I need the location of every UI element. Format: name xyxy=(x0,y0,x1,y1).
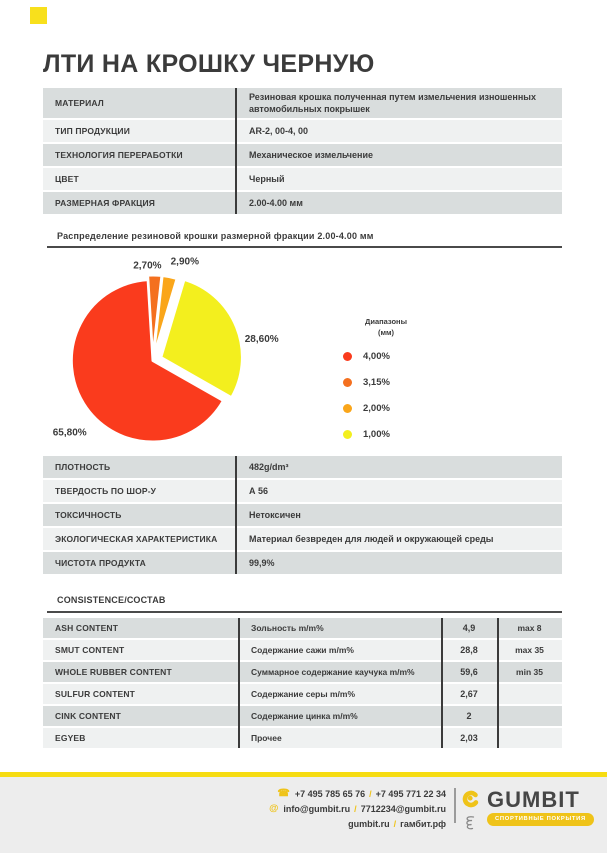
component-name-en: CINK CONTENT xyxy=(55,711,122,721)
properties-table-row xyxy=(43,528,562,550)
page-title: ЛТИ НА КРОШКУ ЧЕРНУЮ xyxy=(43,50,375,78)
composition-table-row xyxy=(43,728,562,748)
properties-table-row xyxy=(43,504,562,526)
email-1: info@gumbit.ru xyxy=(283,803,351,814)
logo-tagline-pill: СПОРТИВНЫЕ ПОКРЫТИЯ xyxy=(487,813,594,826)
spec-value: Резиновая крошка полученная путем измельчения изношенных автомобильных покрышек xyxy=(249,92,536,114)
specs-table xyxy=(43,88,562,216)
footer-phones-line xyxy=(269,786,446,801)
email-2: 7712234@gumbit.ru xyxy=(360,803,446,814)
component-name-ru: Прочее xyxy=(251,733,282,743)
property-value: А 56 xyxy=(249,486,269,496)
composition-table-row xyxy=(43,684,562,704)
spec-value: Механическое измельчение xyxy=(249,150,373,160)
pie-slice-percentage-label: 2,70% xyxy=(133,260,162,272)
component-name-en: EGYEB xyxy=(55,733,86,743)
spec-value: AR-2, 00-4, 00 xyxy=(249,126,309,136)
gumbit-logo xyxy=(462,787,594,838)
properties-table-row xyxy=(43,480,562,502)
component-limit: max 8 xyxy=(517,623,542,633)
footer-contact-block xyxy=(269,786,446,831)
phone-icon: ☎ xyxy=(277,788,290,799)
spec-label: ЦВЕТ xyxy=(55,174,79,184)
footer-emails-line xyxy=(269,801,446,816)
component-name-ru: Зольность m/m% xyxy=(251,623,324,633)
property-value: Нетоксичен xyxy=(249,510,301,520)
legend-item-label: 2,00% xyxy=(363,403,390,414)
specs-table-row xyxy=(43,192,562,214)
chart-section-heading: Распределение резиновой крошки размерной фракции 2.00-4.00 мм xyxy=(57,231,374,241)
chart-legend xyxy=(340,316,432,456)
component-name-en: ASH CONTENT xyxy=(55,623,119,633)
spring-icon xyxy=(462,815,477,833)
legend-title-line2: (мм) xyxy=(377,328,395,337)
separator-slash: / xyxy=(354,803,357,814)
legend-title-line1: Диапазоны xyxy=(365,317,407,326)
table-divider-line xyxy=(235,88,237,214)
pie-slice-percentage-label: 2,90% xyxy=(170,256,199,268)
composition-table-row xyxy=(43,706,562,726)
property-value: 99,9% xyxy=(249,558,275,568)
at-icon: @ xyxy=(269,803,279,814)
component-value: 4,9 xyxy=(462,623,476,633)
property-label: ПЛОТНОСТЬ xyxy=(55,462,111,472)
composition-table-row xyxy=(43,662,562,682)
component-name-en: SMUT CONTENT xyxy=(55,645,125,655)
footer-divider-line xyxy=(454,788,456,823)
footer xyxy=(0,777,607,853)
table-divider-line xyxy=(497,618,499,748)
legend-color-dot xyxy=(343,404,352,413)
composition-section-heading: CONSISTENCE/СОСТАВ xyxy=(57,595,166,605)
table-divider-line xyxy=(238,618,240,748)
pie-slice-percentage-label: 28,60% xyxy=(244,334,279,345)
phone-number-2: +7 495 771 22 34 xyxy=(375,788,446,799)
legend-item xyxy=(343,378,432,387)
section-underline xyxy=(47,611,562,613)
component-value: 2,03 xyxy=(460,733,478,743)
phone-number-1: +7 495 785 65 76 xyxy=(294,788,366,799)
properties-table-row xyxy=(43,456,562,478)
footer-sites-line xyxy=(269,816,446,831)
component-limit: min 35 xyxy=(516,667,543,677)
separator-slash: / xyxy=(393,818,397,829)
specs-table-row xyxy=(43,88,562,118)
composition-table-row xyxy=(43,618,562,638)
property-label: ЧИСТОТА ПРОДУКТА xyxy=(55,558,146,568)
specs-table-row xyxy=(43,144,562,166)
component-name-en: WHOLE RUBBER CONTENT xyxy=(55,667,172,677)
component-name-ru: Содержание серы m/m% xyxy=(251,689,356,699)
legend-color-dot xyxy=(343,430,352,439)
component-value: 28,8 xyxy=(460,645,478,655)
section-underline xyxy=(47,246,562,248)
table-divider-line xyxy=(441,618,443,748)
gumbit-wordmark: GUMBIT xyxy=(487,787,580,812)
property-value: Материал безвреден для людей и окружающей среды xyxy=(249,534,494,544)
legend-color-dot xyxy=(343,378,352,387)
legend-item-label: 3,15% xyxy=(363,377,390,388)
spec-label: ТИП ПРОДУКЦИИ xyxy=(55,126,130,136)
website-2: гамбит.рф xyxy=(400,818,446,829)
website-1: gumbit.ru xyxy=(348,818,390,829)
spec-value: Черный xyxy=(249,174,285,184)
property-label: ТОКСИЧНОСТЬ xyxy=(55,510,122,520)
component-value: 2,67 xyxy=(460,689,478,699)
component-name-en: SULFUR CONTENT xyxy=(55,689,136,699)
component-value: 2 xyxy=(466,711,472,721)
spec-label: РАЗМЕРНАЯ ФРАКЦИЯ xyxy=(55,198,156,208)
property-label: ТВЕРДОСТЬ ПО ШОР-У xyxy=(55,486,157,496)
composition-table xyxy=(43,618,562,750)
legend-item xyxy=(343,430,432,439)
legend-title xyxy=(340,316,432,338)
component-limit: max 35 xyxy=(515,645,544,655)
table-divider-line xyxy=(235,456,237,574)
component-name-ru: Содержание сажи m/m% xyxy=(251,645,354,655)
corner-mark xyxy=(30,7,47,24)
component-name-ru: Суммарное содержание каучука m/m% xyxy=(251,667,415,677)
spec-label: ТЕХНОЛОГИЯ ПЕРЕРАБОТКИ xyxy=(55,150,183,160)
legend-item xyxy=(343,404,432,413)
specs-table-row xyxy=(43,168,562,190)
legend-item-label: 1,00% xyxy=(363,429,390,440)
gumbit-g-icon xyxy=(462,790,480,808)
spec-label: МАТЕРИАЛ xyxy=(55,98,104,108)
pie-slice-percentage-label: 65,80% xyxy=(52,427,87,439)
properties-table-row xyxy=(43,552,562,574)
properties-table xyxy=(43,456,562,576)
specs-table-row xyxy=(43,120,562,142)
legend-item-label: 4,00% xyxy=(363,351,390,362)
component-name-ru: Содержание цинка m/m% xyxy=(251,711,358,721)
separator-slash: / xyxy=(369,788,372,799)
spec-value: 2.00-4.00 мм xyxy=(249,198,303,208)
legend-color-dot xyxy=(343,352,352,361)
component-value: 59,6 xyxy=(460,667,478,677)
composition-table-row xyxy=(43,640,562,660)
property-label: ЭКОЛОГИЧЕСКАЯ ХАРАКТЕРИСТИКА xyxy=(55,534,218,544)
property-value: 482g/dm³ xyxy=(249,462,289,472)
pie-chart xyxy=(40,252,340,452)
legend-item xyxy=(343,352,432,361)
